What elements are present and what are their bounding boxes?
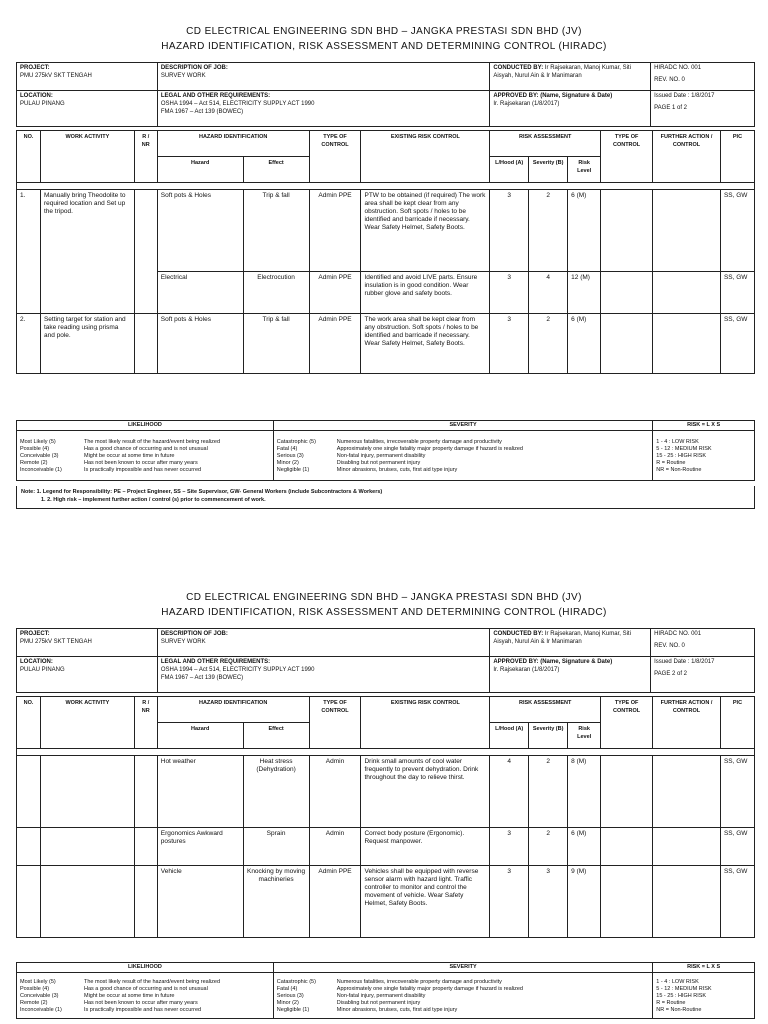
legal-cell: LEGAL AND OTHER REQUIREMENTS: OSHA 1994 – Act 514, ELECTRICITY SUPPLY ACT 1990 FMA 1967 – Act 139 (BOWEC) <box>157 657 490 693</box>
table-row: 2. Setting target for station and take reading using prisma and pole. Soft pots & Holes Trip & fall Admin PPE The work area shall be kept clear from any obstruction. Soft spots / holes to be identified and barricade if necessary. Wear Safety Helmet, Safety Boots. 3 2 6 (M) SS, GW <box>17 314 755 374</box>
job-cell: DESCRIPTION OF JOB: SURVEY WORK <box>157 63 490 91</box>
approved-cell: APPROVED BY: (Name, Signature & Date) Ir. Rajsekaran (1/8/2017) <box>490 657 651 693</box>
hazard-table <box>16 696 755 938</box>
col-risk-assessment: RISK ASSESSMENT <box>490 131 601 157</box>
location-cell: LOCATION: PULAU PINANG <box>17 657 158 693</box>
legend-table: LIKELIHOOD SEVERITY RISK = L X S Most Likely (5) The most likely result of the hazard/event being realized Possible (4) Has a good chance of occurring and is not unusual Conceivable (3) Might be occur at some time in future Remote (2) Has not been known to occur after many years Inconceivable (1) Is practically impossible and has never occurred Catastrophic (5) Numerous fatalities, irrecoverable property damage and productivity Fatal (4) Approximately one single fatality major property damage if hazard is realized Serious (3) Non-fatal injury, permanent disability Minor (2) Disabling but not permanent injury Negligible (1) Minor abrasions, bruises, cuts, first aid type injury 1 - 4 : LOW RISK 5 - 12 : MEDIUM RISK 15 - 25 : HIGH RISK R = Routine NR = Non-Routine <box>16 962 755 1019</box>
conducted-cell: CONDUCTED BY: Ir Rajsekaran, Manoj Kumar, Siti Aisyah, Nurul Ain & Ir Manimaran <box>490 629 651 657</box>
col-rnr: R / NR <box>134 697 157 749</box>
page-2 <box>0 566 768 1013</box>
title-line-2: HAZARD IDENTIFICATION, RISK ASSESSMENT AND DETERMINING CONTROL (HIRADC) <box>161 41 607 52</box>
risk-legend: 1 - 4 : LOW RISK 5 - 12 : MEDIUM RISK 15 - 25 : HIGH RISK R = Routine NR = Non-Routine <box>653 973 755 1019</box>
title-line-2: HAZARD IDENTIFICATION, RISK ASSESSMENT AND DETERMINING CONTROL (HIRADC) <box>161 607 607 618</box>
title-line-1: CD ELECTRICAL ENGINEERING SDN BHD – JANGKA PRESTASI SDN BHD (JV) <box>186 592 582 603</box>
col-type-control: TYPE OF CONTROL <box>309 131 361 183</box>
col-no: NO. <box>17 697 41 749</box>
col-risk-level: Risk Level <box>568 157 601 183</box>
col-likelihood: L/Hood (A) <box>490 157 529 183</box>
col-severity: Severity (B) <box>529 157 568 183</box>
conducted-cell: CONDUCTED BY: Ir Rajsekaran, Manoj Kumar, Siti Aisyah, Nurul Ain & Ir Manimaran <box>490 63 651 91</box>
col-activity: WORK ACTIVITY <box>40 697 134 749</box>
issued-cell: Issued Date : 1/8/2017 PAGE 1 of 2 <box>651 91 755 127</box>
hazard-table <box>16 130 755 374</box>
title-line-1: CD ELECTRICAL ENGINEERING SDN BHD – JANGKA PRESTASI SDN BHD (JV) <box>186 26 582 37</box>
likelihood-legend: Most Likely (5) The most likely result of the hazard/event being realized Possible (4) Has a good chance of occurring and is not unusual Conceivable (3) Might be occur at some time in future Remote (2) Has not been known to occur after many years Inconceivable (1) Is practically impossible and has never occurred <box>17 431 274 481</box>
col-pic: PIC <box>720 697 754 749</box>
issued-cell: Issued Date : 1/8/2017 PAGE 2 of 2 <box>651 657 755 693</box>
col-no: NO. <box>17 131 41 183</box>
col-severity: Severity (B) <box>529 723 568 749</box>
col-type-control-2: TYPE OF CONTROL <box>601 697 653 749</box>
project-cell: PROJECT: PMU 275kV SKT TENGAH <box>17 63 158 91</box>
document-title <box>0 590 768 620</box>
hiradc-cell: HIRADC NO. 001 REV. NO. 0 <box>651 629 755 657</box>
project-cell: PROJECT: PMU 275kV SKT TENGAH <box>17 629 158 657</box>
col-pic: PIC <box>720 131 754 183</box>
col-effect: Effect <box>243 157 309 183</box>
col-type-control: TYPE OF CONTROL <box>309 697 361 749</box>
col-existing: EXISTING RISK CONTROL <box>361 697 490 749</box>
approved-cell: APPROVED BY: (Name, Signature & Date) Ir. Rajsekaran (1/8/2017) <box>490 91 651 127</box>
col-likelihood: L/Hood (A) <box>490 723 529 749</box>
page-1 <box>0 0 768 503</box>
table-row: Ergonomics Awkward postures Sprain Admin Correct body posture (Ergonomic). Request manpower. 3 2 6 (M) SS, GW <box>17 828 755 866</box>
col-activity: WORK ACTIVITY <box>40 131 134 183</box>
hiradc-cell: HIRADC NO. 001 REV. NO. 0 <box>651 63 755 91</box>
col-rnr: R / NR <box>134 131 157 183</box>
table-row: 1. Manually bring Theodolite to required location and Set up the tripod. Soft pots & Holes Trip & fall Admin PPE PTW to be obtained (if required) The work area shall be kept clear from any obstruction. Soft spots / holes to be identified and barricade if necessary. Wear Safety Helmet, Safety Boots. 3 2 6 (M) SS, GW <box>17 190 755 272</box>
col-further: FURTHER ACTION / CONTROL <box>653 697 721 749</box>
col-risk-level: Risk Level <box>568 723 601 749</box>
col-type-control-2: TYPE OF CONTROL <box>601 131 653 183</box>
col-hazard-id: HAZARD IDENTIFICATION <box>157 131 309 157</box>
col-existing: EXISTING RISK CONTROL <box>361 131 490 183</box>
severity-legend: Catastrophic (5) Numerous fatalities, irrecoverable property damage and productivity Fatal (4) Approximately one single fatality major property damage if hazard is realized Serious (3) Non-fatal injury, permanent disability Minor (2) Disabling but not permanent injury Negligible (1) Minor abrasions, bruises, cuts, first aid type injury <box>273 431 652 481</box>
header-table <box>16 628 755 693</box>
col-hazard: Hazard <box>157 157 243 183</box>
location-cell: LOCATION: PULAU PINANG <box>17 91 158 127</box>
col-hazard: Hazard <box>157 723 243 749</box>
col-hazard-id: HAZARD IDENTIFICATION <box>157 697 309 723</box>
risk-legend: 1 - 4 : LOW RISK 5 - 12 : MEDIUM RISK 15 - 25 : HIGH RISK R = Routine NR = Non-Routine <box>653 431 755 481</box>
header-table <box>16 62 755 127</box>
table-row: Vehicle Knocking by moving machineries Admin PPE Vehicles shall be equipped with reverse sensor alarm with hazard light. Traffic controller to monitor and control the movement of vehicle. Wear Safety Helmet, Safety Boots. 3 3 9 (M) SS, GW <box>17 866 755 938</box>
table-row: Hot weather Heat stress (Dehydration) Admin Drink small amounts of cool water frequently to prevent dehydration. Drink throughout the day to relieve thirst. 4 2 8 (M) SS, GW <box>17 756 755 828</box>
table-row: Electrical Electrocution Admin PPE Identified and avoid LIVE parts. Ensure insulation is in good condition. Wear rubber glove and safety boots. 3 4 12 (M) SS, GW <box>17 272 755 314</box>
severity-legend: Catastrophic (5) Numerous fatalities, irrecoverable property damage and productivity Fatal (4) Approximately one single fatality major property damage if hazard is realized Serious (3) Non-fatal injury, permanent disability Minor (2) Disabling but not permanent injury Negligible (1) Minor abrasions, bruises, cuts, first aid type injury <box>273 973 652 1019</box>
likelihood-legend: Most Likely (5) The most likely result of the hazard/event being realized Possible (4) Has a good chance of occurring and is not unusual Conceivable (3) Might be occur at some time in future Remote (2) Has not been known to occur after many years Inconceivable (1) Is practically impossible and has never occurred <box>17 973 274 1019</box>
job-cell: DESCRIPTION OF JOB: SURVEY WORK <box>157 629 490 657</box>
responsibility-note: Note: 1. Legend for Responsibility: PE – Project Engineer, SS – Site Supervisor, GW- General Workers (include Subcontractors & Workers) 1. 2. High risk – implement further action / control (s) prior to commencement of work. <box>16 486 755 509</box>
col-risk-assessment: RISK ASSESSMENT <box>490 697 601 723</box>
col-further: FURTHER ACTION / CONTROL <box>653 131 721 183</box>
document-title <box>0 24 768 54</box>
legend-table: LIKELIHOOD SEVERITY RISK = L X S Most Likely (5) The most likely result of the hazard/event being realized Possible (4) Has a good chance of occurring and is not unusual Conceivable (3) Might be occur at some time in future Remote (2) Has not been known to occur after many years Inconceivable (1) Is practically impossible and has never occurred Catastrophic (5) Numerous fatalities, irrecoverable property damage and productivity Fatal (4) Approximately one single fatality major property damage if hazard is realized Serious (3) Non-fatal injury, permanent disability Minor (2) Disabling but not permanent injury Negligible (1) Minor abrasions, bruises, cuts, first aid type injury 1 - 4 : LOW RISK 5 - 12 : MEDIUM RISK 15 - 25 : HIGH RISK R = Routine NR = Non-Routine <box>16 420 755 481</box>
legal-cell: LEGAL AND OTHER REQUIREMENTS: OSHA 1994 – Act 514, ELECTRICITY SUPPLY ACT 1990 FMA 1967 – Act 139 (BOWEC) <box>157 91 490 127</box>
col-effect: Effect <box>243 723 309 749</box>
